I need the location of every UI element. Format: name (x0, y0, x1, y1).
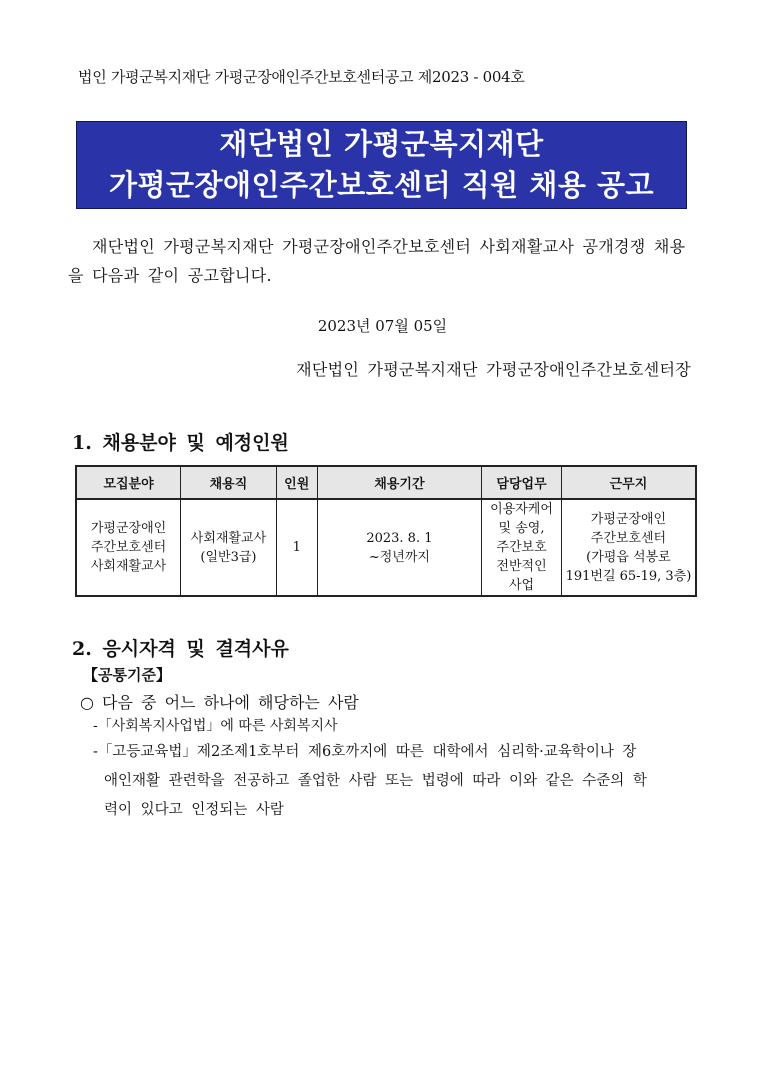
cell-headcount: 1 (276, 499, 317, 596)
column-header: 채용직 (181, 466, 277, 499)
intro-paragraph: 재단법인 가평군복지재단 가평군장애인주간보호센터 사회재활교사 공개경쟁 채용을 다음과 같이 공고합니다. (68, 237, 686, 285)
cell-line: 및 송영, (498, 521, 545, 536)
page-title (76, 121, 687, 209)
cell-line: 191번길 65-19, 3층) (565, 568, 692, 584)
common-criteria-label: 【공통기준】 (83, 666, 171, 684)
announcement-date: 2023년 07월 05일 (317, 317, 448, 335)
issuer: 재단법인 가평군복지재단 가평군장애인주간보호센터장 (296, 360, 691, 379)
cell-line: 사회재활교사 (190, 530, 267, 546)
column-header: 채용기간 (317, 466, 481, 499)
section-2-title: 2. 응시자격 및 결격사유 (72, 638, 289, 660)
column-header: 인원 (276, 466, 317, 499)
cell-line: 가평군장애인 (90, 521, 167, 536)
cell-line: 주간보호센터 (590, 530, 667, 546)
notice-number: 법인 가평군복지재단 가평군장애인주간보호센터공고 제2023 - 004호 (78, 68, 525, 86)
table-row (76, 499, 696, 596)
cell-line: 사회재활교사 (90, 559, 167, 574)
criteria-subitem: -「사회복지사업법」에 따른 사회복지사 (93, 718, 338, 734)
cell-period (317, 499, 481, 596)
cell-position (181, 499, 277, 596)
cell-line: 사업 (508, 578, 535, 593)
cell-line: 전반적인 (496, 559, 547, 574)
cell-line: 2023. 8. 1 (366, 530, 433, 546)
paragraph-line: -「고등교육법」제2조제1호부터 제6호까지에 따른 대학에서 심리학·교육학이나 장 (93, 744, 637, 760)
paragraph-line: 애인재활 관련학을 전공하고 졸업한 사람 또는 법령에 따라 이와 같은 수준의 학 (104, 773, 647, 789)
column-header: 모집분야 (76, 466, 181, 499)
cell-line: 이용자케어 (490, 502, 553, 517)
table-header-row (76, 466, 696, 499)
cell-line: 주간보호센터 (90, 540, 167, 555)
recruitment-table (75, 465, 697, 597)
criteria-item: ○ 다음 중 어느 하나에 해당하는 사람 (80, 693, 359, 712)
cell-field (76, 499, 181, 596)
cell-line: ~정년까지 (368, 549, 430, 565)
column-header: 근무지 (561, 466, 696, 499)
paragraph-line: 력이 있다고 인정되는 사람 (104, 802, 284, 818)
section-1-title: 1. 채용분야 및 예정인원 (72, 432, 289, 454)
cell-line: 주간보호 (496, 540, 547, 555)
criteria-subitem-paragraph (93, 738, 693, 825)
title-line-2: 가평군장애인주간보호센터 직원 채용 공고 (108, 168, 655, 202)
title-line-1: 재단법인 가평군복지재단 (219, 127, 544, 161)
cell-line: 가평군장애인 (590, 511, 667, 527)
column-header: 담당업무 (482, 466, 562, 499)
cell-line: (일반3급) (200, 549, 257, 565)
cell-duties (482, 499, 562, 596)
cell-line: (가평읍 석봉로 (586, 549, 671, 565)
cell-workplace (561, 499, 696, 596)
